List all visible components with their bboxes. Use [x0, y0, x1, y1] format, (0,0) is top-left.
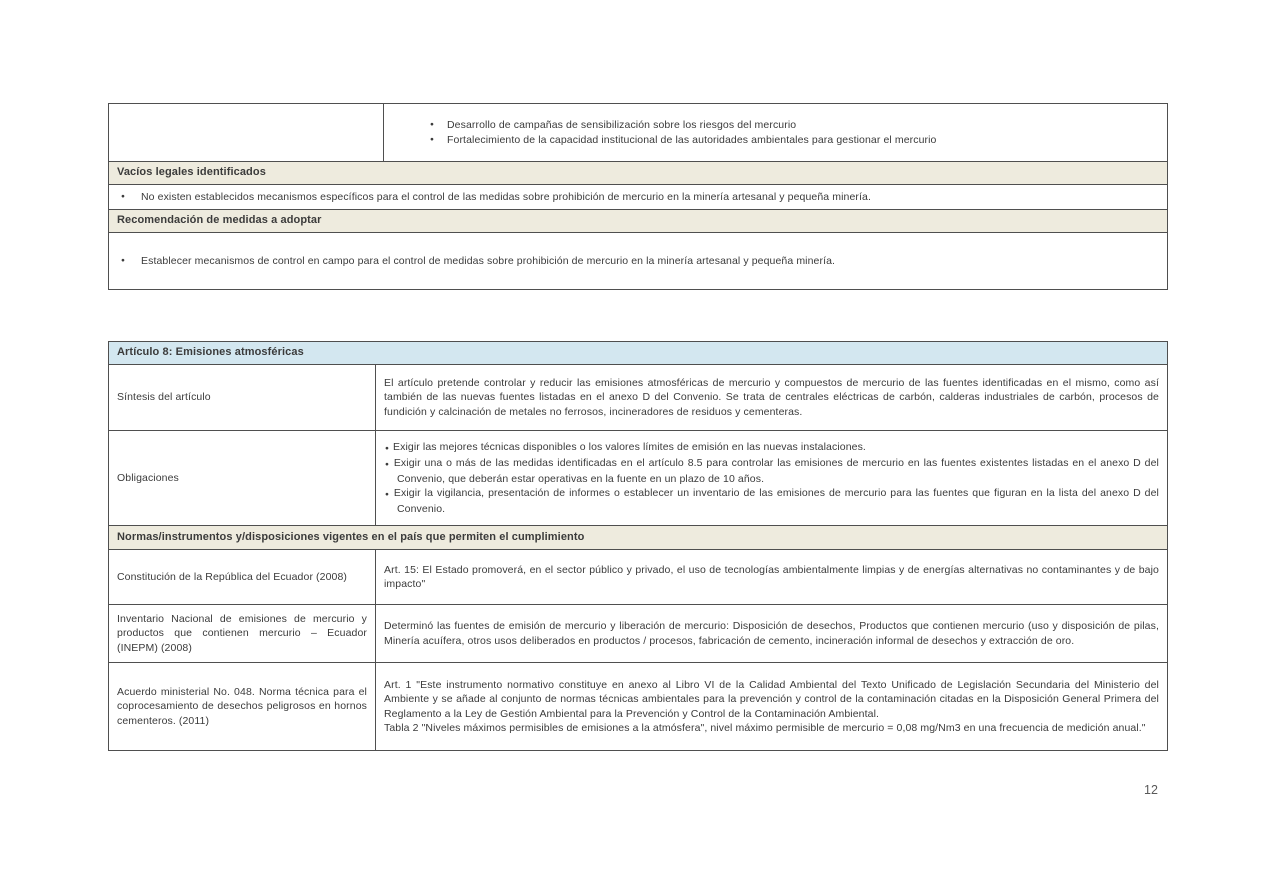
- vacios-legales-cell: [109, 185, 1168, 210]
- list-item: [385, 486, 1159, 516]
- table-row: [109, 526, 1168, 550]
- empty-label-cell: [109, 104, 384, 162]
- norma-detail-paragraph: Art. 1 "Este instrumento normativo constituye en anexo al Libro VI de la Calidad Ambiental del Texto Unificado de Legislación Secundaria del Ministerio del Ambiente y se añade al conjunto de normas técnicas ambientales para la prevención y control de la contaminación citadas en la Disposición General Primera del Reglamento a la Ley de Gestión Ambiental para la Prevención y Control de la Contaminación Ambiental.: [384, 678, 1159, 720]
- obligaciones-label: Obligaciones: [109, 431, 376, 526]
- norma-name: Inventario Nacional de emisiones de mercurio y productos que contienen mercurio – Ecuador (INEPM) (2008): [109, 605, 376, 663]
- table-row: [109, 663, 1168, 751]
- table-articulo-8: [108, 341, 1168, 751]
- table-row: [109, 431, 1168, 526]
- norma-name: Constitución de la República del Ecuador (2008): [109, 550, 376, 605]
- table-row: [109, 365, 1168, 431]
- norma-name: Acuerdo ministerial No. 048. Norma técnica para el coprocesamiento de desechos peligrosos en hornos cementeros. (2011): [109, 663, 376, 751]
- section-header-normas: Normas/instrumentos y/disposiciones vigentes en el país que permiten el cumplimiento: [109, 526, 1168, 550]
- norma-detail: [376, 550, 1168, 605]
- bullet-icon: ●: [385, 460, 390, 468]
- measures-cell: [384, 104, 1168, 162]
- table-row: [109, 342, 1168, 365]
- bullet-icon: ●: [430, 121, 435, 129]
- obligacion-text: Exigir las mejores técnicas disponibles o los valores límites de emisión en las nuevas instalaciones.: [393, 440, 866, 453]
- table-row: [109, 233, 1168, 290]
- table-row: [109, 210, 1168, 233]
- bullet-icon: ●: [121, 256, 126, 264]
- norma-detail-paragraph: Art. 15: El Estado promoverá, en el sector público y privado, el uso de tecnologías ambientalmente limpias y de energías alternativas no contaminantes y de bajo impacto": [384, 563, 1159, 590]
- sintesis-label: Síntesis del artículo: [109, 365, 376, 431]
- table-row: [109, 605, 1168, 663]
- section-header-vacios-legales: Vacíos legales identificados: [109, 162, 1168, 185]
- norma-detail-paragraph: Tabla 2 "Niveles máximos permisibles de emisiones a la atmósfera", nivel máximo permisible de mercurio = 0,08 mg/Nm3 en una frecuencia de medición anual.": [384, 721, 1146, 734]
- norma-detail: [376, 605, 1168, 663]
- vacios-text: No existen establecidos mecanismos específicos para el control de las medidas sobre prohibición de mercurio en la minería artesanal y pequeña minería.: [141, 190, 871, 203]
- list-item: [392, 118, 1159, 132]
- recomendacion-text: Establecer mecanismos de control en campo para el control de medidas sobre prohibición de mercurio en la minería artesanal y pequeña minería.: [141, 254, 836, 267]
- recomendacion-cell: [109, 233, 1168, 290]
- norma-detail: [376, 663, 1168, 751]
- section-header-recomendacion: Recomendación de medidas a adoptar: [109, 210, 1168, 233]
- list-item: [117, 254, 1159, 268]
- obligacion-text: Exigir la vigilancia, presentación de informes o establecer un inventario de las emisiones de mercurio para las fuentes que figuran en la lista del anexo D del Convenio.: [393, 487, 1159, 515]
- table-row: [109, 550, 1168, 605]
- list-item: [117, 190, 1159, 204]
- bullet-icon: ●: [121, 192, 126, 200]
- list-item: [392, 133, 1159, 147]
- measure-text: Desarrollo de campañas de sensibilización sobre los riesgos del mercurio: [447, 119, 797, 132]
- table-row: [109, 185, 1168, 210]
- article-title: Artículo 8: Emisiones atmosféricas: [109, 342, 1168, 365]
- measure-text: Fortalecimiento de la capacidad institucional de las autoridades ambientales para gestionar el mercurio: [447, 133, 937, 146]
- table-legal-gaps: [108, 103, 1168, 290]
- sintesis-text: El artículo pretende controlar y reducir las emisiones atmosféricas de mercurio y compuestos de mercurio de las fuentes identificadas en el mismo, como así también de las nuevas fuentes listadas en el anexo D del Convenio. Se trata de centrales eléctricas de carbón, calderas industriales de carbón, procesos de fundición y calcinación de metales no ferrosos, incineradores de residuos y cementeras.: [376, 365, 1168, 431]
- obligaciones-cell: [376, 431, 1168, 526]
- bullet-icon: ●: [385, 491, 390, 498]
- bullet-icon: ●: [385, 444, 390, 452]
- bullet-icon: ●: [430, 135, 435, 143]
- table-row: [109, 162, 1168, 185]
- list-item: [385, 456, 1159, 486]
- list-item: [385, 440, 1159, 456]
- norma-detail-paragraph: Determinó las fuentes de emisión de mercurio y liberación de mercurio: Disposición de desechos, Productos que contienen mercurio (uso y disposición de pilas, Minería acuífera, otros usos deliberados en productos / procesos, fabricación de cemento, incineración informal de desechos y extracción de oro.: [384, 620, 1159, 647]
- obligacion-text: Exigir una o más de las medidas identificadas en el artículo 8.5 para controlar las emisiones de mercurio en las fuentes existentes listadas en el anexo D del Convenio, que deberán estar operativas en la fuente en un plazo de 10 años.: [393, 456, 1159, 485]
- table-row: [109, 104, 1168, 162]
- page-number: 12: [1144, 783, 1158, 797]
